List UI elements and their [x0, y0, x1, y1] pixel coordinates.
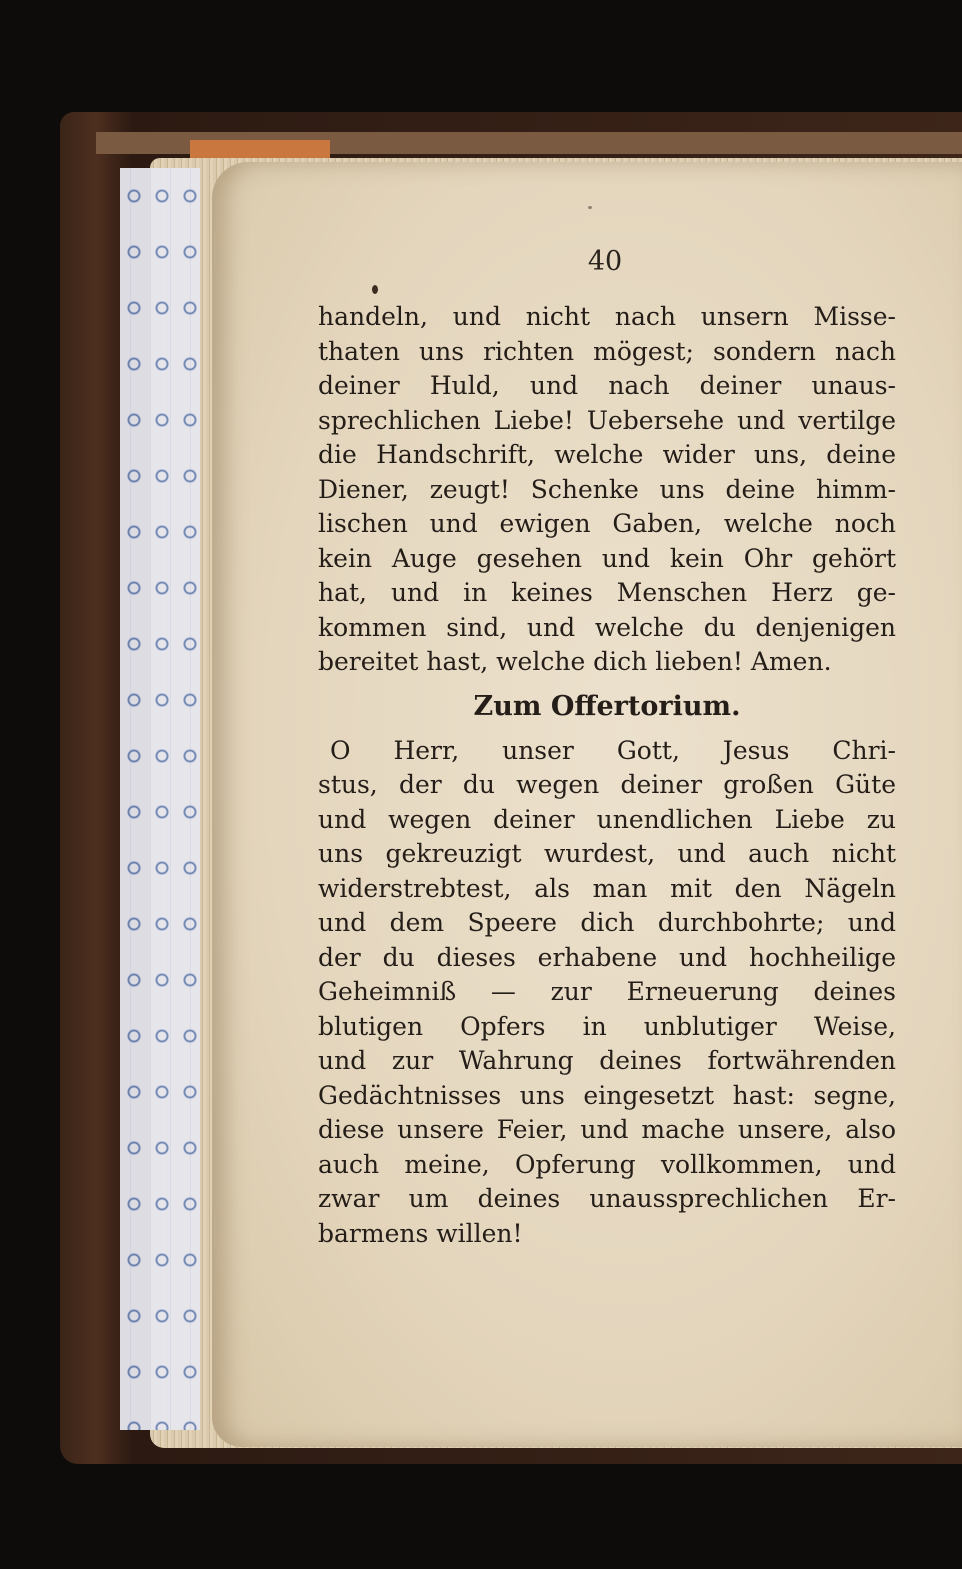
text-line: barmens willen!: [318, 1218, 523, 1248]
page-text: [318, 300, 896, 1251]
text-line: blutigen Opfers in unblutiger Weise,: [318, 1011, 896, 1041]
text-line: sprechlichen Liebe! Uebersehe und vertilge: [318, 405, 896, 435]
text-line: lischen und ewigen Gaben, welche noch: [318, 509, 896, 538]
text-line: thaten uns richten mögest; sondern nach: [318, 336, 896, 366]
ink-speck: [372, 285, 378, 294]
text-line: und zur Wahrung deines fortwährenden: [318, 1046, 896, 1075]
text-line: diese unsere Feier, und mache unsere, also: [318, 1115, 896, 1144]
text-line: auch meine, Opferung vollkommen, und: [318, 1149, 896, 1179]
text-line: Gedächtnisses uns eingesetzt hast: segne,: [318, 1080, 896, 1110]
text-line: und dem Speere dich durchbohrte; und: [318, 908, 896, 937]
text-line: der du dieses erhabene und hochheilige: [318, 942, 896, 972]
text-line: O Herr, unser Gott, Jesus Chri-: [330, 735, 896, 765]
text-line: handeln, und nicht nach unsern Misse-: [318, 302, 896, 331]
text-line: Diener, zeugt! Schenke uns deine himm-: [318, 474, 896, 504]
text-line: kein Auge gesehen und kein Ohr gehört: [318, 543, 896, 573]
text-line: und wegen deiner unendlichen Liebe zu: [318, 804, 896, 834]
text-line: uns gekreuzigt wurdest, und auch nicht: [318, 839, 896, 868]
text-line: zwar um deines unaussprechlichen Er-: [318, 1184, 896, 1213]
section-heading: Zum Offertorium.: [473, 690, 741, 722]
text-line: bereitet hast, welche dich lieben! Amen.: [318, 647, 832, 676]
patterned-endpaper: [120, 168, 200, 1430]
text-line: die Handschrift, welche wider uns, deine: [318, 440, 896, 469]
bookmark-ribbon: [190, 140, 330, 158]
text-line: Geheimniß — zur Erneuerung deines: [318, 977, 896, 1006]
text-line: stus, der du wegen deiner großen Güte: [318, 770, 896, 799]
text-line: deiner Huld, und nach deiner unaus-: [318, 371, 896, 400]
text-line: hat, und in keines Menschen Herz ge-: [318, 578, 896, 607]
text-line: widerstrebtest, als man mit den Nägeln: [318, 873, 896, 903]
page-number: 40: [587, 246, 623, 277]
ink-speck: [588, 206, 592, 209]
text-line: kommen sind, und welche du denjenigen: [318, 612, 896, 642]
